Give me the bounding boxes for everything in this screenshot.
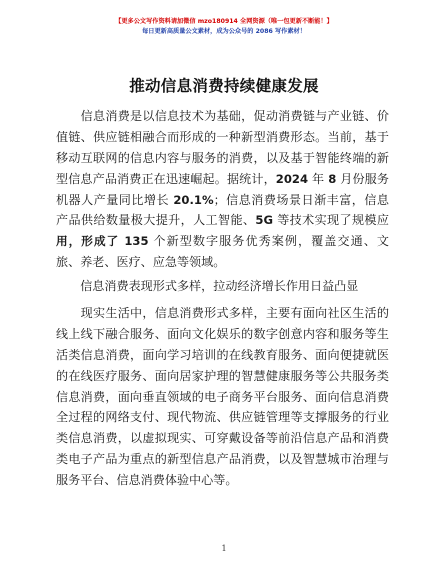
text-segment: 产品供给数量极大提升，人工智能、	[56, 213, 256, 228]
paragraph-3-line: 全过程的网络支付、现代物流、供应链管理等支撑服务的行业	[56, 410, 389, 425]
document-title: 推动信息消费持续健康发展	[129, 77, 319, 95]
paragraph-1-line	[56, 169, 389, 190]
promo-banner-line-2: 每日更新高质量公文素材，成为公众号的 2086 写作素材！	[142, 28, 306, 35]
page-number: 1	[221, 544, 227, 553]
text-segment: 年	[308, 171, 329, 186]
text-segment: 月份服务	[336, 171, 389, 186]
paragraph-3-line: 现实生活中，信息消费形式多样，主要有面向社区生活的	[56, 306, 389, 320]
paragraph-3-line: 的在线医疗服务、面向居家护理的智慧健康服务等公共服务类	[56, 368, 389, 383]
paragraph-1-line: 值链、供应链相融合而形成的一种新型消费形态。当前，基于	[56, 129, 389, 144]
promo-banner-line-1: 【更多公文写作资料请加微信 mzo180914 全网资源（唯一包更新不断能！】	[115, 18, 333, 25]
bold-text: ，形成了	[68, 234, 125, 249]
bold-text: 用	[56, 234, 69, 249]
paragraph-1-line	[56, 210, 389, 231]
paragraph-1-line: 旅、养老、医疗、应急等领域。	[56, 255, 226, 270]
paragraph-2-line: 信息消费表现形式多样，拉动经济增长作用日益凸显	[56, 279, 359, 293]
paragraph-3	[56, 303, 389, 491]
text-segment: 机器人产量同比增长	[56, 192, 174, 207]
paragraph-3-line: 服务平台、信息消费体验中心等。	[56, 473, 238, 488]
paragraph-3-line: 信息消费，面向垂直领域的电子商务平台服务、面向信息消费	[56, 389, 389, 404]
paragraph-3-line: 类信息消费，以虚拟现实、可穿戴设备等前沿信息产品和消费	[56, 431, 389, 446]
text-segment: ；信息消费场景日渐丰富，信息	[213, 192, 389, 207]
promo-banner	[0, 17, 448, 37]
paragraph-1	[56, 106, 389, 273]
paragraph-3-line: 类电子产品为重点的新型信息产品消费，以及智慧城市治理与	[56, 452, 389, 467]
bold-number: 20.1%	[173, 192, 214, 207]
paragraph-1-line	[56, 190, 389, 211]
paragraph-2	[56, 276, 389, 297]
paragraph-1-line	[56, 231, 389, 252]
bold-number: 8	[328, 171, 337, 186]
paragraph-3-line: 线上线下融合服务、面向文化娱乐的数字创意内容和服务等生	[56, 326, 389, 341]
bold-number: 135	[124, 234, 149, 249]
text-segment: 型信息产品消费正在迅速崛起。据统计，	[56, 171, 276, 186]
text-segment: 个新型数字服务优秀案例，覆盖交通、文	[148, 234, 389, 249]
text-segment: 等技术实现了规模应	[272, 213, 389, 228]
bold-number: 5G	[255, 213, 273, 228]
paragraph-3-line: 活类信息消费，面向学习培训的在线教育服务、面向便捷就医	[56, 347, 389, 362]
paragraph-1-line: 移动互联网的信息内容与服务的消费，以及基于智能终端的新	[56, 150, 389, 165]
paragraph-1-line: 信息消费是以信息技术为基础，促动消费链与产业链、价	[56, 109, 389, 123]
bold-number: 2024	[275, 171, 309, 186]
